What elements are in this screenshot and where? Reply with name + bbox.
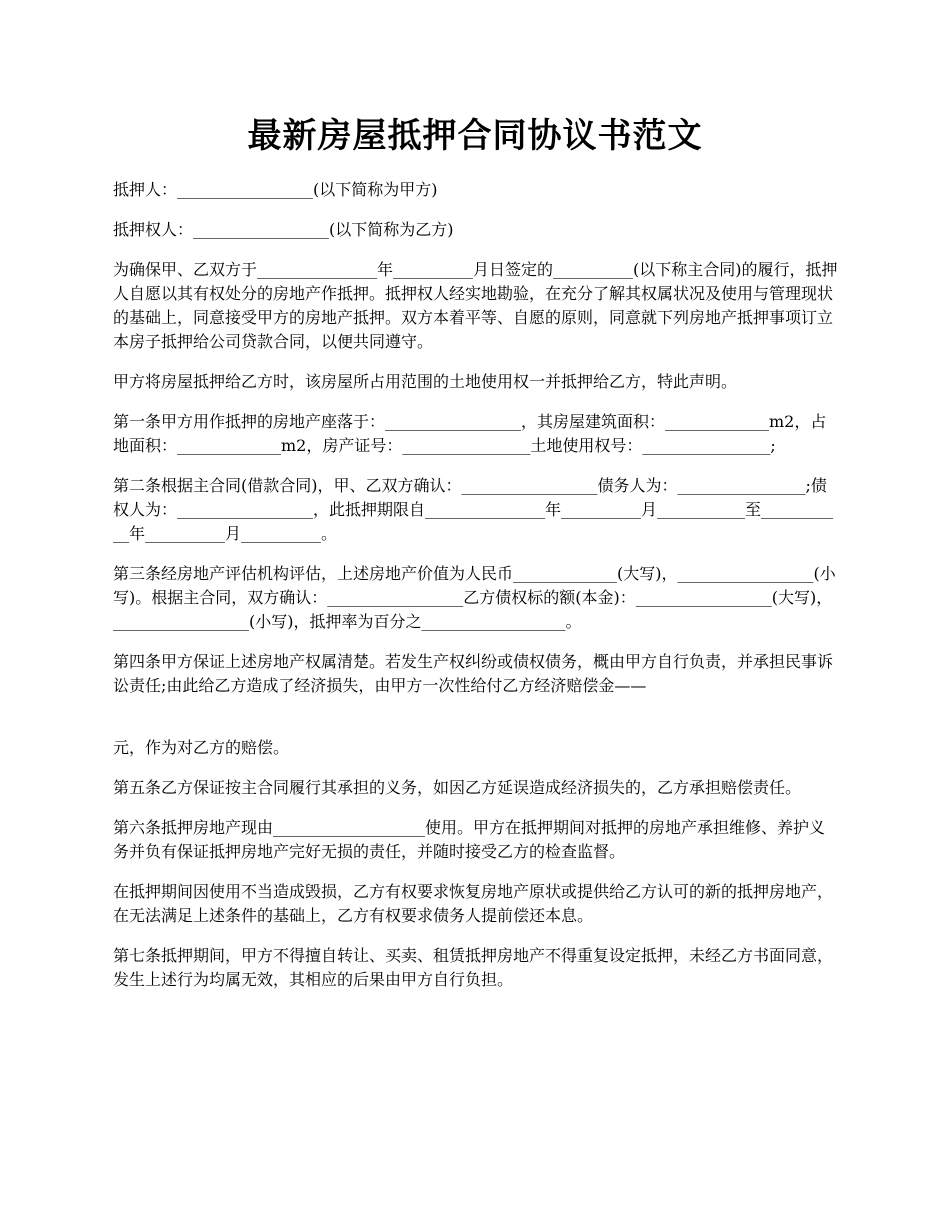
paragraph-mortgagor: 抵押人：_________________(以下简称为甲方)	[113, 180, 438, 199]
paragraph-article-1: 第一条甲方用作抵押的房地产座落于：_________________，其房屋建筑面积：_____________m2，占地面积：_____________m2，房产证号：________________土地使用权号：________________;	[113, 412, 827, 455]
paragraph-article-6: 第六条抵押房地产现由___________________使用。甲方在抵押期间对抵押的房地产承担维修、养护义务并负有保证抵押房地产完好无损的责任，并随时接受乙方的检查监督。	[113, 818, 826, 861]
paragraph-article-3: 第三条经房地产评估机构评估，上述房地产价值为人民币_____________(大写)，_________________(小写)。根据主合同，双方确认：_________________乙方债权标的额(本金)：_________________(大写)，_________________(小写)，抵押率为百分之__________________。	[113, 564, 836, 631]
document-body	[113, 178, 840, 1008]
paragraph-article-7: 第七条抵押期间，甲方不得擅自转让、买卖、租赁抵押房地产不得重复设定抵押，未经乙方书面同意，发生上述行为均属无效，其相应的后果由甲方自行负担。	[113, 946, 834, 989]
paragraph-preamble: 为确保甲、乙双方于_______________年__________月日签定的__________(以下称主合同)的履行，抵押人自愿以其有权处分的房地产作抵押。抵押权人经实地勘验，在充分了解其权属状况及使用与管理现状的基础上，同意接受甲方的房地产抵押。双方本着平等、自愿的原则，同意就下列房地产抵押事项订立本房子抵押给公司贷款合同，以便共同遵守。	[113, 260, 838, 351]
paragraph-article-5: 第五条乙方保证按主合同履行其承担的义务，如因乙方延误造成经济损失的，乙方承担赔偿责任。	[113, 778, 802, 797]
paragraph-damage-clause: 在抵押期间因使用不当造成毁损，乙方有权要求恢复房地产原状或提供给乙方认可的新的抵押房地产，在无法满足上述条件的基础上，乙方有权要求债务人提前偿还本息。	[113, 882, 834, 925]
paragraph-land-use-statement: 甲方将房屋抵押给乙方时，该房屋所占用范围的土地使用权一并抵押给乙方，特此声明。	[113, 372, 738, 391]
paragraph-article-4: 第四条甲方保证上述房地产权属清楚。若发生产权纠纷或债权债务，概由甲方自行负责，并承担民事诉讼责任;由此给乙方造成了经济损失，由甲方一次性给付乙方经济赔偿金——	[113, 652, 834, 695]
paragraph-article-2: 第二条根据主合同(借款合同)，甲、乙双方确认：_________________债务人为：________________;债权人为：_________________，此抵押期限自_______________年__________月___________至___________年__________月__________。	[113, 476, 834, 543]
document-title: 最新房屋抵押合同协议书范文	[247, 116, 703, 156]
paragraph-article-4-continued: 元，作为对乙方的赔偿。	[113, 738, 290, 757]
paragraph-mortgagee: 抵押权人：_________________(以下简称为乙方)	[113, 220, 454, 239]
paragraph-gap	[113, 714, 840, 736]
